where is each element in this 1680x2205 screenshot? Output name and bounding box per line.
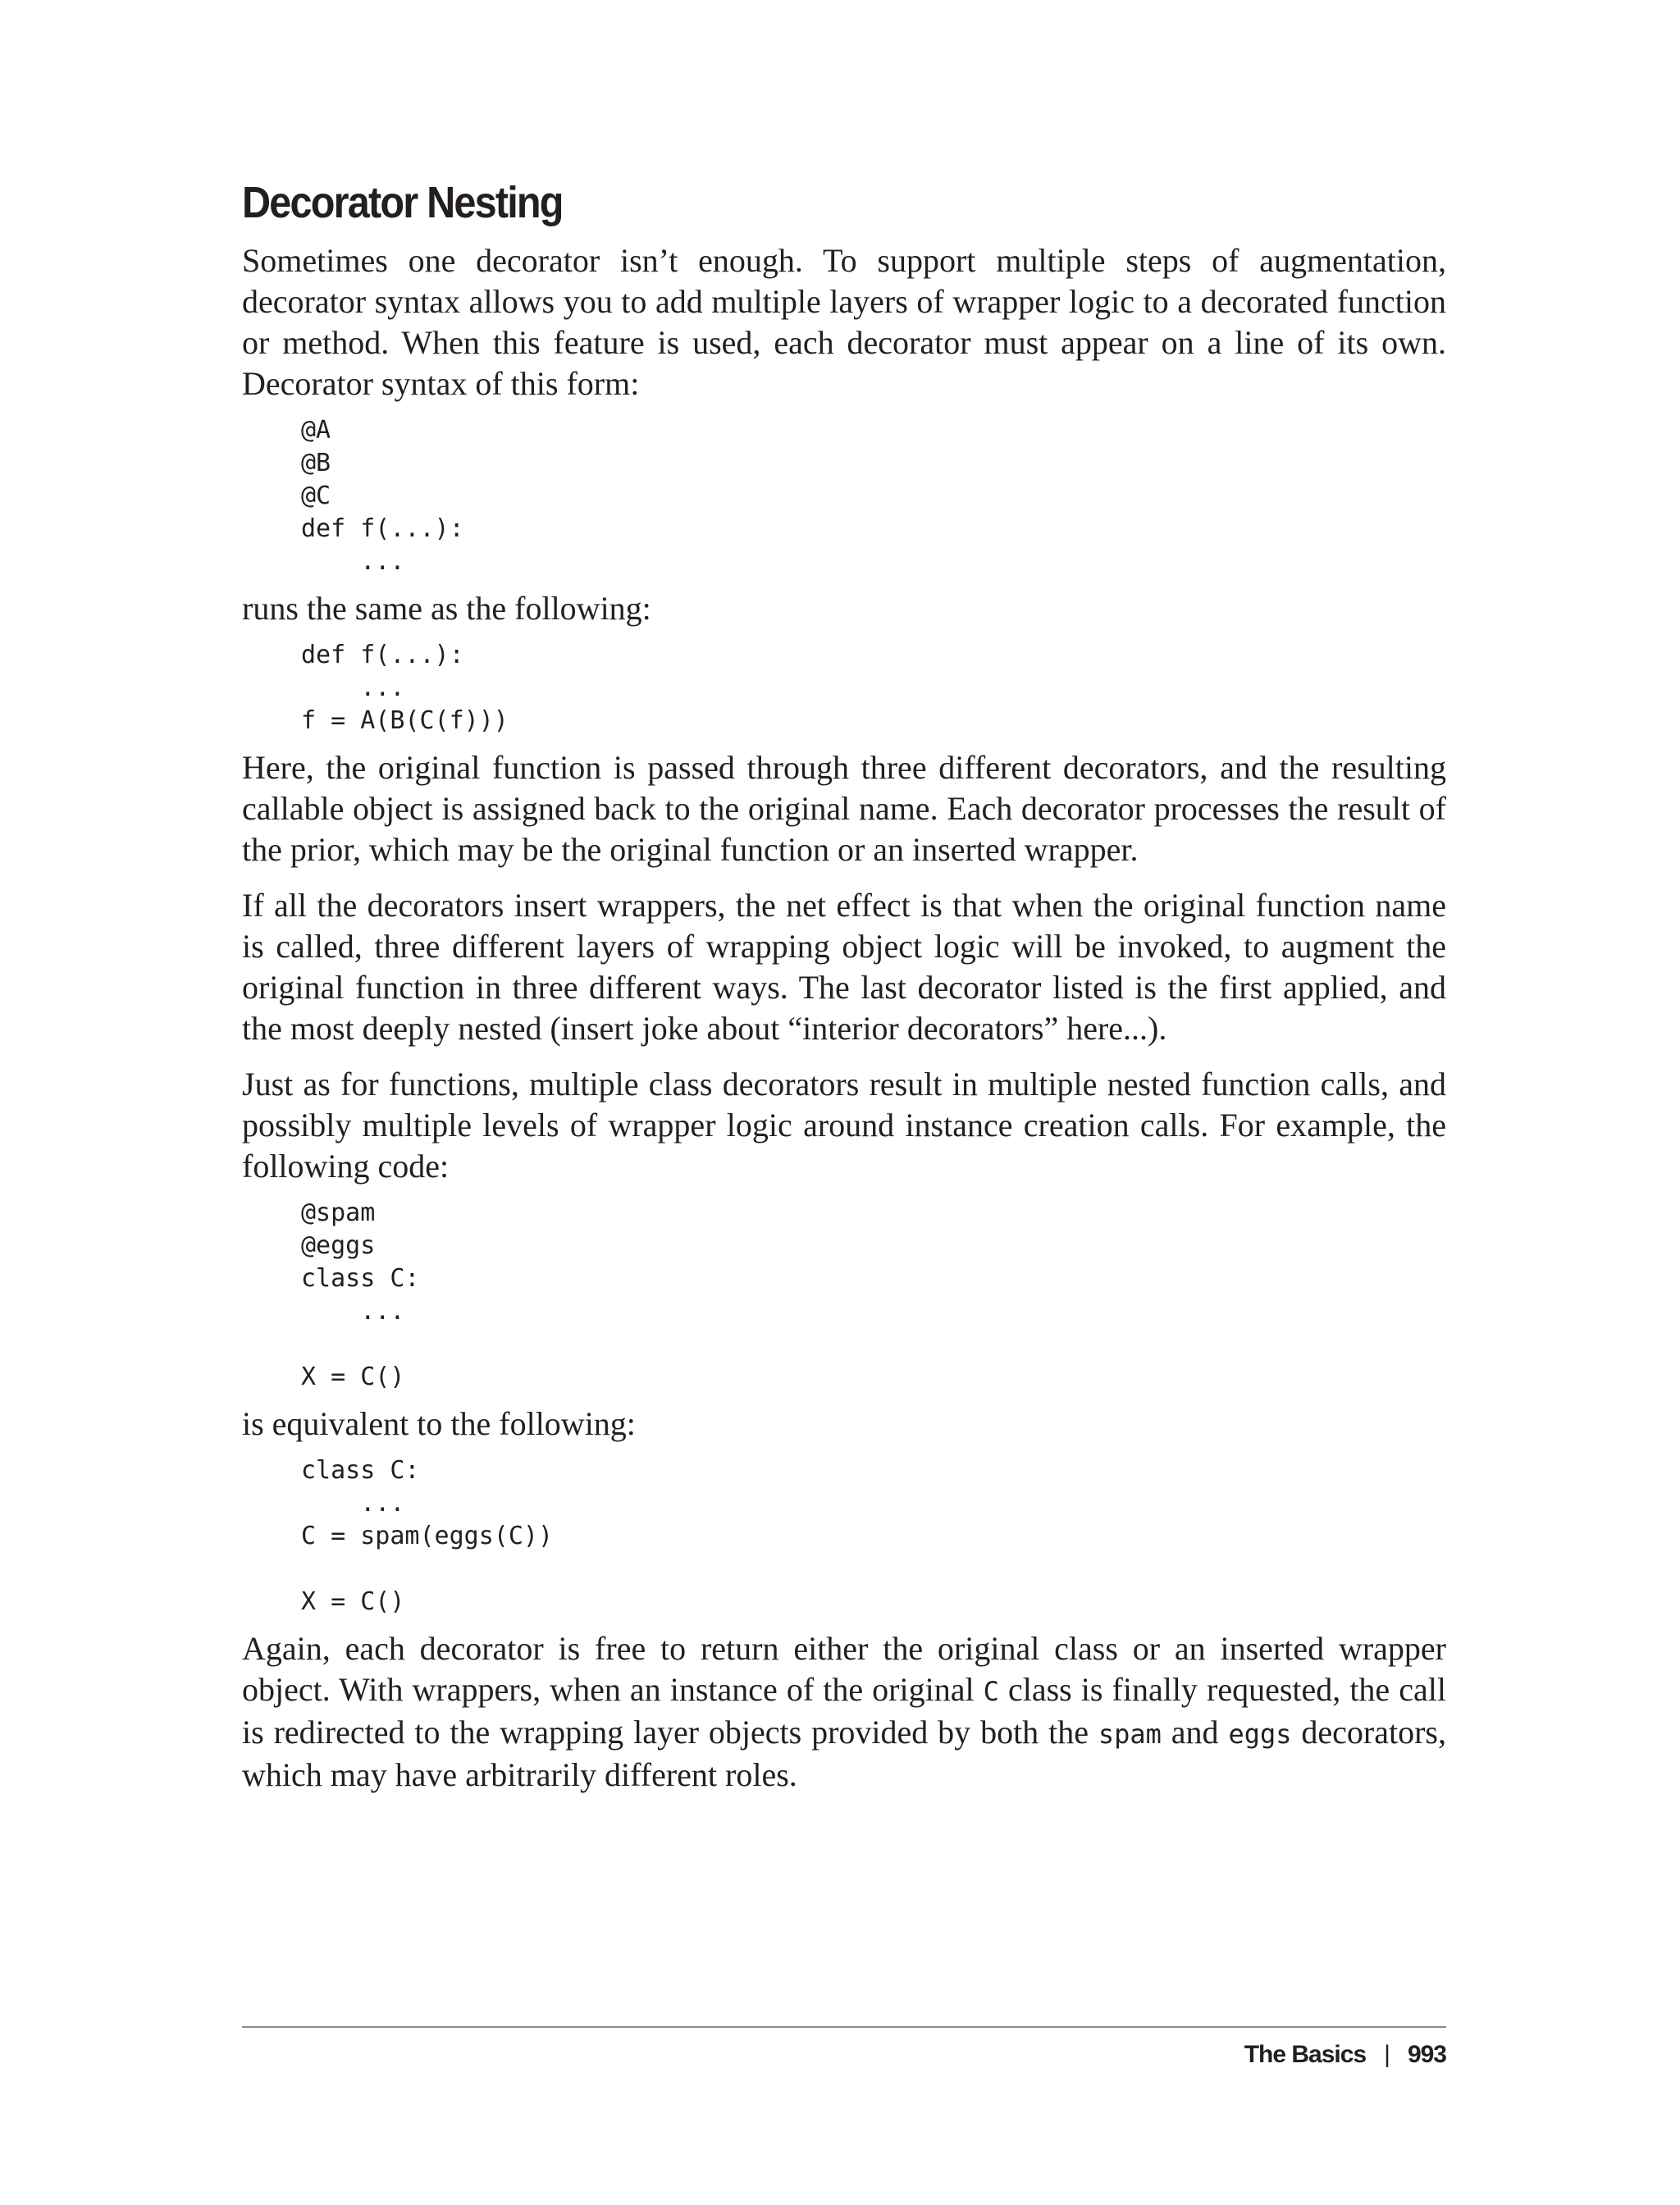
code-block-equivalent: def f(...): ... f = A(B(C(f))): [301, 641, 509, 735]
text-run: decorators, which may have arbitrarily different roles.: [242, 1714, 1446, 1793]
page-footer: [1244, 2038, 1446, 2071]
inline-code-c: C: [983, 1676, 999, 1707]
footer-rule: [242, 2026, 1446, 2028]
paragraph-class-decorators: Just as for functions, multiple class decorators result in multiple nested function calls, and possibly multiple levels of wrapper logic around instance creation calls. For example, the following code:: [242, 1066, 1446, 1185]
code-block-decorators: @A @B @C def f(...): ...: [301, 416, 464, 576]
text-run: Again, each decorator is free to return either the original class or an inserted wrapper object. With wrappers, when an instance of the original: [242, 1630, 1446, 1708]
inline-code-eggs: eggs: [1228, 1719, 1292, 1750]
code-block-class-equivalent: class C: ... C = spam(eggs(C)) X = C(): [301, 1456, 554, 1616]
page-number: 993: [1407, 2041, 1446, 2068]
code-block-class-decorators: @spam @eggs class C: ... X = C(): [301, 1198, 420, 1391]
paragraph-conclusion: [242, 1628, 1446, 1796]
footer-separator: |: [1384, 2041, 1390, 2068]
text-run: and: [1161, 1714, 1229, 1751]
text-run: class is finally requested, the call is redirected to the wrapping layer objects provided by both the: [242, 1671, 1446, 1751]
inline-code-spam: spam: [1098, 1719, 1162, 1750]
paragraph-explanation: Here, the original function is passed through three different decorators, and the resulting callable object is assigned back to the original name. Each decorator processes the result of the prior, which may be the original function or an inserted wrapper.: [242, 749, 1446, 868]
page-content: [242, 176, 1446, 1796]
paragraph-wrappers: If all the decorators insert wrappers, the net effect is that when the original function name is called, three different layers of wrapping object logic will be invoked, to augment the original function in three different ways. The last decorator listed is the first applied, and the most deeply nested (insert joke about “interior decorators” here...).: [242, 887, 1446, 1047]
paragraph-equivalent: is equivalent to the following:: [242, 1405, 636, 1442]
footer-section-title: The Basics: [1244, 2041, 1367, 2068]
paragraph-intro: Sometimes one decorator isn’t enough. To support multiple steps of augmentation, decorator syntax allows you to add multiple layers of wrapper logic to a decorated function or method. When this feature is used, each decorator must appear on a line of its own. Decorator syntax of this form:: [242, 242, 1446, 402]
section-heading: Decorator Nesting: [242, 178, 563, 227]
paragraph-runs-same: runs the same as the following:: [242, 590, 651, 627]
